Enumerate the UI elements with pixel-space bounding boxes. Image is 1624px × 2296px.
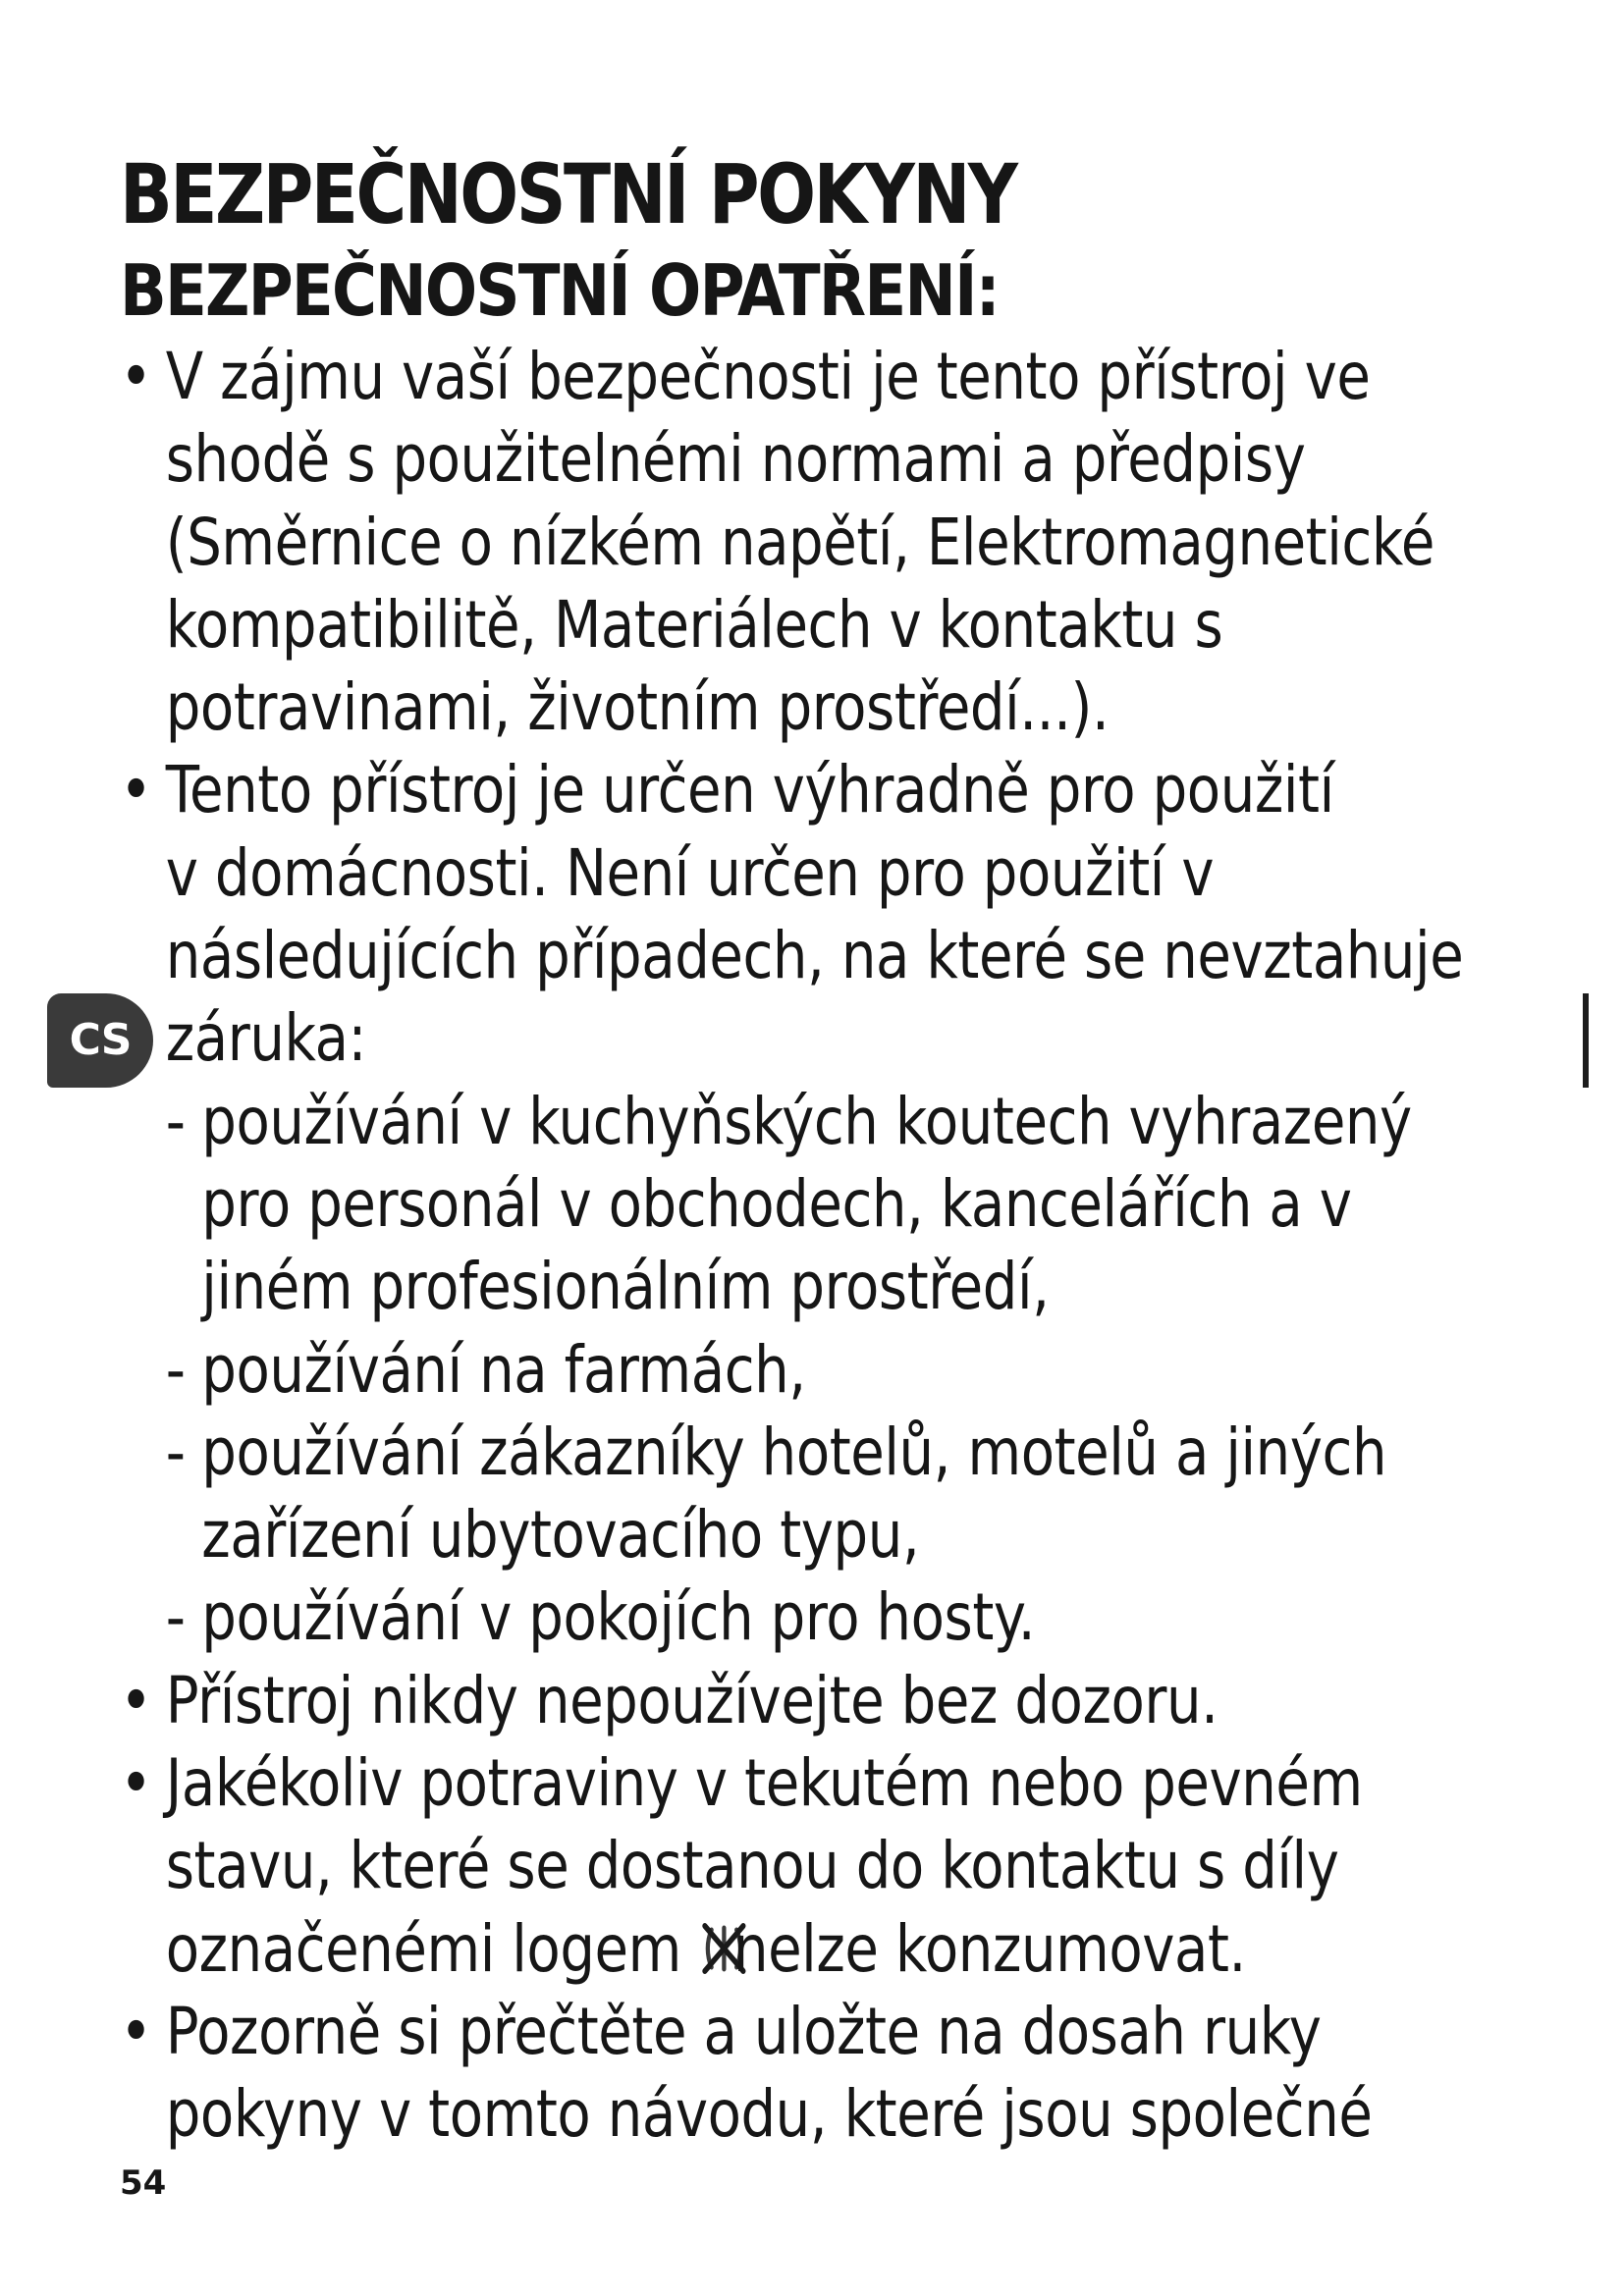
bullet-line	[120, 1742, 1401, 1825]
line-text: používání v kuchyňských koutech vyhrazený	[201, 1083, 1412, 1159]
line-text: Pozorně si přečtěte a uložte na dosah ruky	[165, 1993, 1322, 2069]
continuation-line: (Směrnice o nízkém napětí, Elektromagnetické	[165, 504, 1435, 580]
line-text: V zájmu vaší bezpečnosti je tento přístroj ve	[165, 339, 1371, 414]
page-number: 54	[120, 2163, 167, 2203]
dash-line	[120, 1576, 1401, 1659]
dash-line	[120, 1329, 1401, 1412]
bullet-mark: •	[120, 1662, 152, 1738]
bullet-line	[120, 336, 1401, 418]
page-title: BEZPEČNOSTNÍ POKYNY	[120, 146, 1016, 242]
line-text: Přístroj nikdy nepoužívejte bez dozoru.	[165, 1662, 1218, 1738]
dash-line	[120, 1081, 1412, 1163]
dash-line	[120, 1412, 1401, 1494]
line-text: nelze konzumovat.	[732, 1910, 1246, 1987]
continuation-line: shodě s použitelnémi normami a předpisy	[165, 421, 1306, 498]
bullet-line	[120, 1660, 1401, 1742]
dash-mark: -	[165, 1083, 186, 1159]
dash-mark: -	[165, 1414, 186, 1490]
line-text: používání na farmách,	[201, 1331, 806, 1408]
bullet-mark: •	[120, 752, 152, 828]
continuation-line: kompatibilitě, Materiálech v kontaktu s	[165, 586, 1223, 663]
continuation-line	[120, 1908, 1401, 1991]
continuation-line: následujících případech, na které se nevztahuje	[165, 918, 1464, 994]
continuation-line: v domácnosti. Není určen pro použití v	[165, 834, 1215, 911]
bullet-line	[120, 1991, 1401, 2073]
continuation-line: stavu, které se dostanou do kontaktu s díly	[165, 1828, 1339, 1904]
language-tab: CS	[47, 993, 153, 1088]
section-title: BEZPEČNOSTNÍ OPATŘENÍ:	[120, 249, 999, 332]
line-text: Jakékoliv potraviny v tekutém nebo pevném	[165, 1745, 1363, 1822]
safety-instructions-text	[120, 336, 1624, 2157]
dash-continuation-line: pro personál v obchodech, kancelářích a v	[201, 1165, 1352, 1242]
dash-continuation-line: jiném profesionálním prostředí,	[201, 1249, 1050, 1325]
continuation-line: záruka:	[165, 1000, 367, 1077]
line-text: používání v pokojích pro hosty.	[201, 1579, 1036, 1656]
bullet-mark: •	[120, 1993, 152, 2069]
line-text: Tento přístroj je určen výhradně pro použití	[165, 752, 1334, 828]
bullet-mark: •	[120, 339, 152, 414]
dash-mark: -	[165, 1579, 186, 1656]
bullet-line	[120, 749, 1401, 831]
continuation-line: potravinami, životním prostředí...).	[165, 669, 1110, 746]
line-text: používání zákazníky hotelů, motelů a jiných	[201, 1414, 1387, 1490]
bullet-mark: •	[120, 1745, 152, 1822]
continuation-line: pokyny v tomto návodu, které jsou společné	[165, 2076, 1373, 2153]
dash-mark: -	[165, 1331, 186, 1408]
line-text: označenémi logem	[165, 1910, 681, 1987]
dash-continuation-line: zařízení ubytovacího typu,	[201, 1497, 920, 1574]
